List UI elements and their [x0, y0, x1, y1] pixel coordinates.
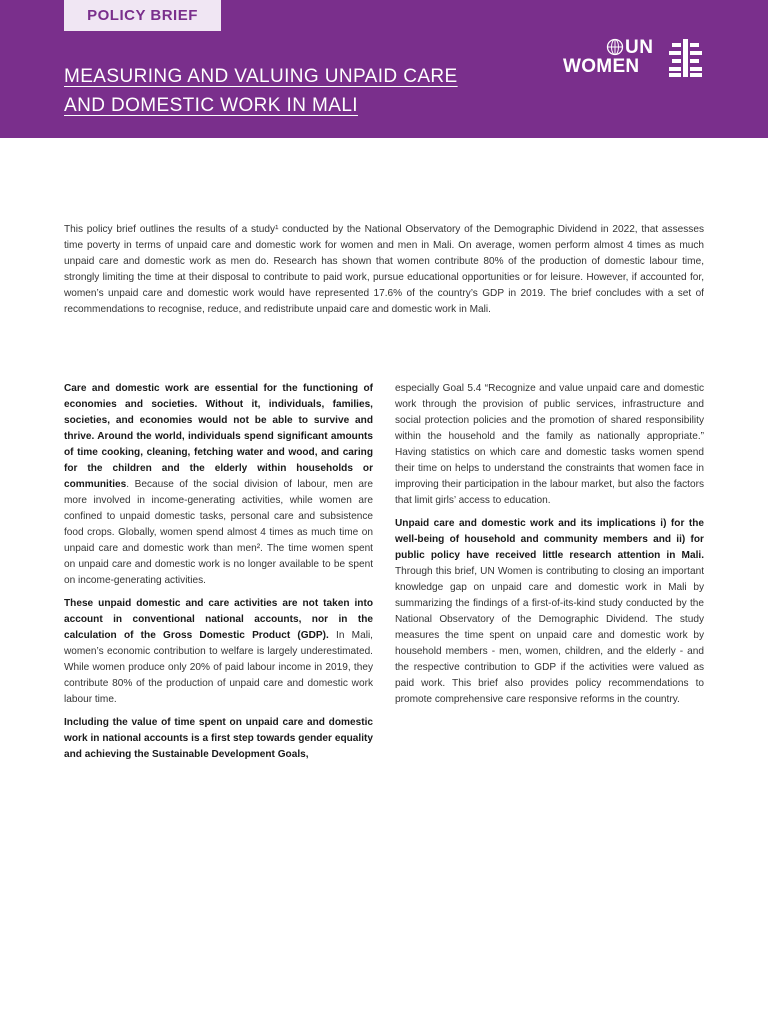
left-paragraph-3 — [64, 715, 373, 763]
right-paragraph-2 — [395, 516, 704, 708]
intro-paragraph: This policy brief outlines the results of a study¹ conducted by the National Observatory of the Demographic Dividend in 2022, that assesses time poverty in terms of unpaid care and domestic work for women and men in Mali. On average, women perform almost 4 times as much unpaid care and domestic work as men do. Research has shown that women contribute 80% of the production of domestic labour time, strongly limiting the time at their disposal to contribute to paid work, pursue educational opportunities or for leisure. However, if accounted for, women’s unpaid care and domestic work would have represented 17.6% of the country’s GDP in 2019. The brief concludes with a set of recommendations to recognise, reduce, and redistribute unpaid care and domestic work in Mali. — [64, 224, 704, 315]
left-p2-bold: These unpaid domestic and care activities are not taken into account in conventional national accounts, nor in the calculation of the Gross Domestic Product (GDP). — [64, 598, 373, 641]
left-p1-bold: Care and domestic work are essential for the functioning of economies and societies. Without it, individuals, families, societies, and economies would not be able to survive and thrive. Around the world, individuals spend significant amounts of time cooking, cleaning, fetching water and wood, and caring for the children and the elderly within households or communities — [64, 383, 373, 490]
un-women-symbol-icon — [669, 39, 705, 77]
left-p3-bold: Including the value of time spent on unpaid care and domestic work in national accounts is a first step towards gender equality and achieving the Sustainable Development Goals, — [64, 717, 373, 760]
title-line-2: AND DOMESTIC WORK IN MALI — [64, 95, 358, 116]
right-p2-bold: Unpaid care and domestic work and its implications i) for the well-being of household and community members and ii) for public policy have received little research attention in Mali. — [395, 518, 704, 561]
title-line-1: MEASURING AND VALUING UNPAID CARE — [64, 66, 458, 87]
un-women-logo — [563, 38, 705, 80]
left-p1-text: . Because of the social division of labour, men are more involved in income-generating activities, while women are confined to unpaid domestic tasks, personal care and subsistence food crops. Globally, women spend almost 4 times as much time on unpaid care and domestic work than men². The time women spent on unpaid care and domestic work is no longer available to be spent on income-generating activities. — [64, 479, 373, 586]
left-column — [64, 381, 373, 770]
logo-women-text: WOMEN — [563, 56, 640, 77]
right-column — [395, 381, 704, 715]
header-banner — [0, 0, 768, 138]
left-p2-text: In Mali, women’s economic contribution to welfare is largely underestimated. While women produce only 20% of paid labour income in 2019, they contribute 80% of the production of unpaid care and domestic work labour time. — [64, 630, 373, 705]
page-title — [64, 62, 534, 120]
un-emblem-icon — [606, 38, 624, 56]
right-p2-text: Through this brief, UN Women is contributing to closing an important knowledge gap on unpaid care and domestic work in Mali by summarizing the findings of a first-of-its-kind study conducted by the National Observatory of the Demographic Dividend. The study measures the time spent on unpaid care and domestic work by household members - men, women, children, and the elderly - and the respective contribution to GDP if the activities were valued as paid work. This brief also provides policy recommendations to promote comprehensive care responsive reforms in the country. — [395, 566, 704, 705]
left-paragraph-2 — [64, 596, 373, 708]
right-paragraph-1: especially Goal 5.4 “Recognize and value unpaid care and domestic work through the provision of public services, infrastructure and social protection policies and the promotion of shared responsibility within the household and the family as nationally appropriate.” Having statistics on which care and domestic tasks women spend their time on helps to understand the constraints that women face in improving their participation in the labour market, but also the factors that limit girls’ access to education. — [395, 383, 704, 506]
logo-un-text: UN — [625, 37, 654, 58]
left-paragraph-1 — [64, 381, 373, 589]
policy-brief-tag: POLICY BRIEF — [64, 0, 221, 31]
